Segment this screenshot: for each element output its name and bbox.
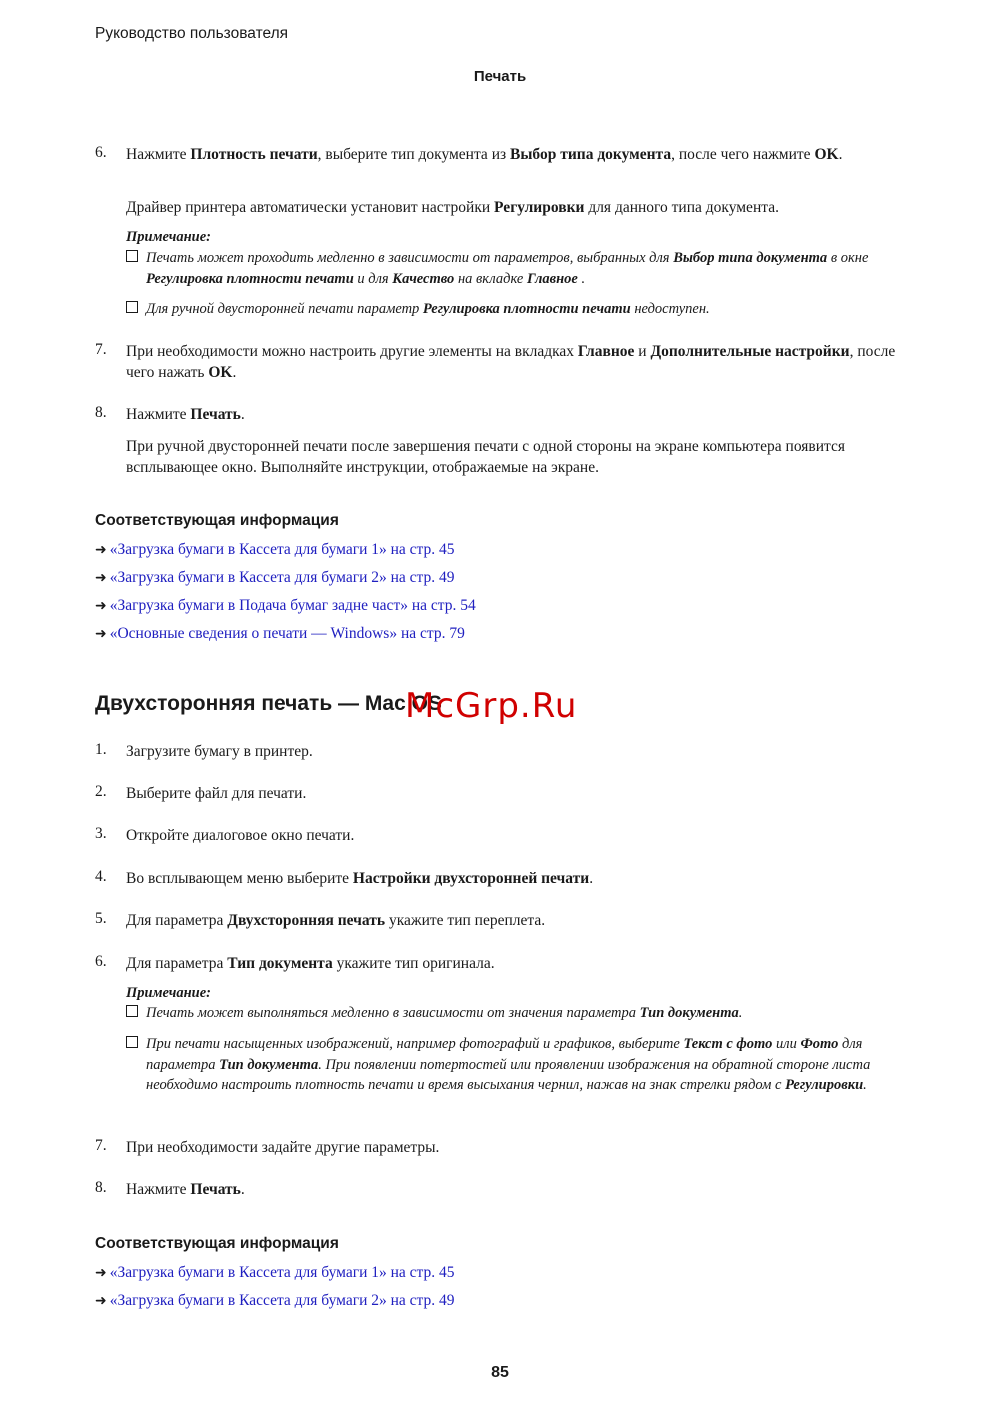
note-item: Для ручной двусторонней печати параметр Регулировка плотности печати недоступен. — [126, 299, 921, 320]
step-text: Выберите файл для печати. — [126, 785, 307, 802]
section-title: Печать — [473, 68, 527, 85]
related-info-title: Соответствующая информация — [95, 512, 339, 529]
step-text: Откройте диалоговое окно печати. — [126, 827, 355, 844]
note-item: При печати насыщенных изображений, например фотографий и графиков, выберите Текст с фото или Фото для параметра Тип документа. При появлении потертостей или проявлении изображения на обратной стороне листа необходимо настроить плотность печати и время высыхания чернил, нажав на знак стрелки рядом с Регулировки. — [126, 1034, 921, 1096]
related-link[interactable]: ➜ «Основные сведения о печати — Windows» на стр. 79 — [95, 625, 465, 642]
watermark: McGrp.Ru — [405, 686, 578, 726]
bullet-box-icon — [126, 301, 138, 313]
running-title: Руководство пользователя — [95, 25, 289, 42]
bullet-box-icon — [126, 1036, 138, 1048]
related-link[interactable]: ➜ «Загрузка бумаги в Кассета для бумаги 2» на стр. 49 — [95, 569, 455, 586]
step-number: 6. — [95, 953, 107, 970]
related-link[interactable]: ➜ «Загрузка бумаги в Кассета для бумаги 1» на стр. 45 — [95, 541, 455, 558]
step-number: 7. — [95, 341, 107, 358]
step-number: 4. — [95, 868, 107, 885]
step-number: 8. — [95, 1179, 107, 1196]
arrow-right-icon: ➜ — [95, 1293, 107, 1309]
note-item: Печать может выполняться медленно в зависимости от значения параметра Тип документа. — [126, 1003, 921, 1024]
bullet-box-icon — [126, 1005, 138, 1017]
bullet-box-icon — [126, 250, 138, 262]
related-info-title: Соответствующая информация — [95, 1235, 339, 1252]
arrow-right-icon: ➜ — [95, 570, 107, 586]
step-text: Нажмите Печать. — [126, 1181, 245, 1198]
related-link[interactable]: ➜ «Загрузка бумаги в Кассета для бумаги 1» на стр. 45 — [95, 1264, 455, 1281]
step-text: При необходимости задайте другие параметры. — [126, 1139, 440, 1156]
step-number: 5. — [95, 910, 107, 927]
related-link[interactable]: ➜ «Загрузка бумаги в Кассета для бумаги 2» на стр. 49 — [95, 1292, 455, 1309]
page-number: 85 — [491, 1364, 509, 1381]
note-title: Примечание: — [126, 229, 212, 245]
section-heading: Двухсторонняя печать — Mac OS — [95, 692, 442, 715]
step-paragraph: Драйвер принтера автоматически установит настройки Регулировки для данного типа документа. — [126, 199, 779, 216]
step-text: Для параметра Двухсторонняя печать укажите тип переплета. — [126, 912, 546, 929]
step-number: 6. — [95, 144, 107, 161]
arrow-right-icon: ➜ — [95, 598, 107, 614]
arrow-right-icon: ➜ — [95, 542, 107, 558]
step-text: При необходимости можно настроить другие элементы на вкладках Главное и Дополнительные настройки, после чего нажать OK. — [126, 343, 896, 381]
related-link[interactable]: ➜ «Загрузка бумаги в Подача бумаг задне част» на стр. 54 — [95, 597, 476, 614]
step-text: Загрузите бумагу в принтер. — [126, 743, 313, 760]
step-text: Для параметра Тип документа укажите тип оригинала. — [126, 955, 495, 972]
step-text: Во всплывающем меню выберите Настройки двухсторонней печати. — [126, 870, 594, 887]
step-number: 1. — [95, 741, 107, 758]
step-text: Нажмите Плотность печати, выберите тип документа из Выбор типа документа, после чего нажмите OK. — [126, 146, 843, 163]
note-item: Печать может проходить медленно в зависимости от параметров, выбранных для Выбор типа документа в окне Регулировка плотности печати и для Качество на вкладке Главное . — [126, 248, 921, 289]
arrow-right-icon: ➜ — [95, 1265, 107, 1281]
step-number: 8. — [95, 404, 107, 421]
step-number: 7. — [95, 1137, 107, 1154]
step-text: Нажмите Печать. — [126, 406, 245, 423]
step-paragraph: При ручной двусторонней печати после завершения печати с одной стороны на экране компьютера появится всплывающее окно. Выполняйте инструкции, отображаемые на экране. — [126, 438, 845, 476]
step-number: 3. — [95, 825, 107, 842]
note-title: Примечание: — [126, 985, 212, 1001]
arrow-right-icon: ➜ — [95, 626, 107, 642]
step-number: 2. — [95, 783, 107, 800]
